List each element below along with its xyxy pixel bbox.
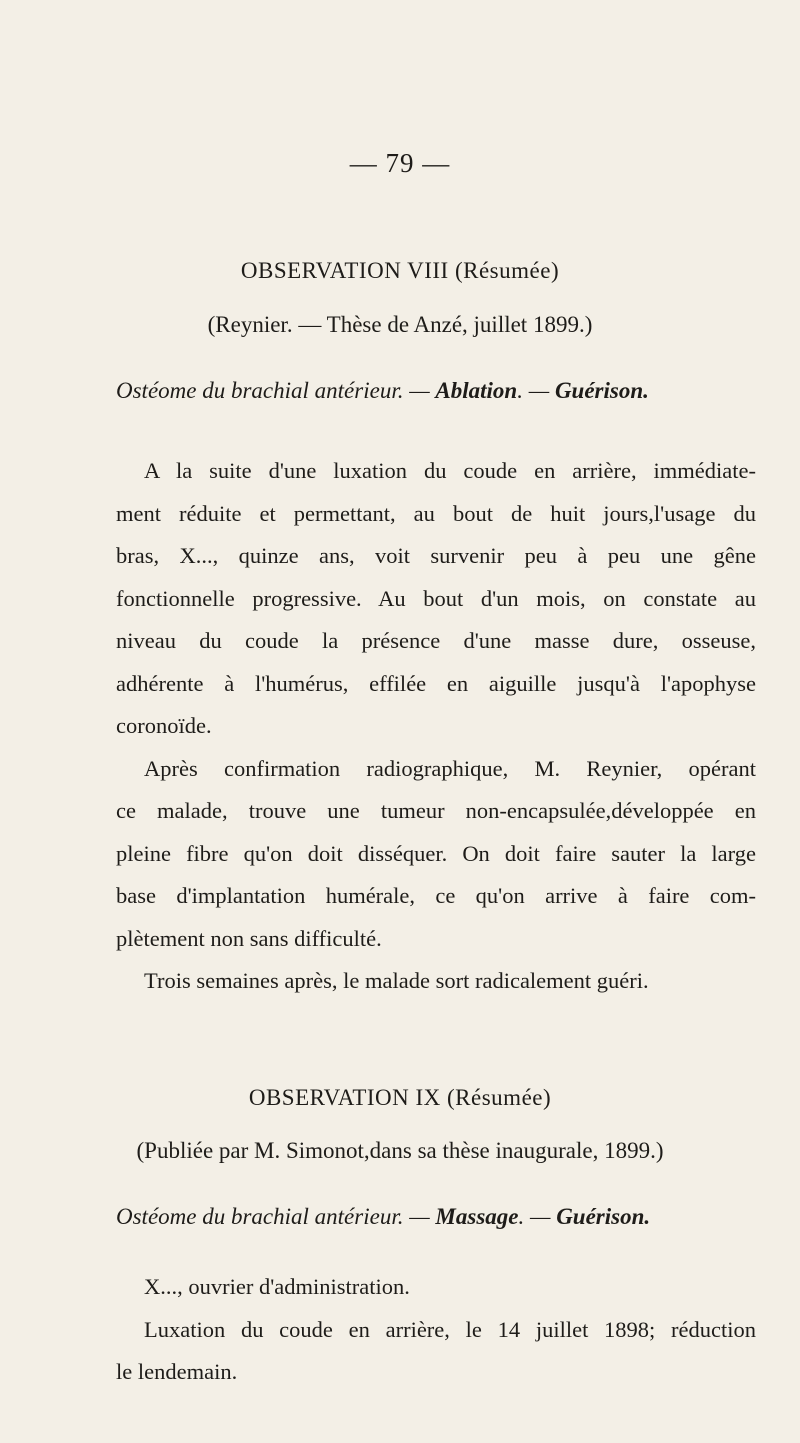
observation-9-heading: OBSERVATION IX (Résumée) [248, 1085, 552, 1110]
text-line: fonctionnelle progressive. Au bout d'un mois, on constate au [116, 585, 756, 611]
text-line: X..., ouvrier d'administration. [144, 1274, 410, 1299]
observation-8-body [116, 450, 756, 1003]
text-line: pleine fibre qu'on doit disséquer. On doit faire sauter la large [116, 840, 756, 866]
title-part: Ostéome du brachial antérieur. [116, 378, 404, 403]
title-part: Ostéome du brachial antérieur. [116, 1204, 404, 1229]
text-line: plètement non sans difficulté. [116, 925, 382, 951]
text-line: le lendemain. [116, 1359, 238, 1384]
title-part: . — [517, 378, 555, 403]
text-line: A la suite d'une luxation du coude en arrière, immédiate- [144, 458, 756, 483]
observation-9-body [116, 1266, 756, 1394]
text-line: Après confirmation radiographique, M. Reynier, opérant [144, 755, 756, 781]
text-line: coronoïde. [116, 713, 212, 738]
text-line: ce malade, trouve une tumeur non-encapsulée,développée en [116, 798, 756, 823]
observation-9-title [116, 1204, 756, 1230]
title-part: — [403, 378, 436, 403]
text-line: bras, X..., quinze ans, voit survenir peu à peu une gêne [116, 543, 756, 568]
observation-8-source: (Reynier. — Thèse de Anzé, juillet 1899.) [207, 312, 593, 337]
title-part: Guérison. [554, 378, 649, 403]
observation-8-heading: OBSERVATION VIII (Résumée) [240, 258, 560, 283]
text-line: Luxation du coude en arrière, le 14 juillet 1898; réduction [144, 1316, 756, 1342]
text-line: adhérente à l'humérus, effilée en aiguille jusqu'à l'apophyse [116, 670, 756, 696]
text-line: Trois semaines après, le malade sort radicalement guéri. [144, 968, 649, 993]
title-part: Ablation [435, 378, 518, 403]
page-number: — 79 — [349, 148, 451, 178]
text-line: ment réduite et permettant, au bout de huit jours,l'usage du [116, 500, 756, 526]
observation-8-title [116, 378, 756, 404]
title-part: . — [518, 1204, 557, 1229]
title-part: Guérison. [556, 1204, 651, 1229]
observation-9-source: (Publiée par M. Simonot,dans sa thèse inaugurale, 1899.) [136, 1138, 664, 1163]
text-line: niveau du coude la présence d'une masse dure, osseuse, [116, 628, 756, 653]
text-line: base d'implantation humérale, ce qu'on arrive à faire com- [116, 883, 756, 908]
title-part: Massage [435, 1204, 519, 1229]
title-part: — [403, 1204, 436, 1229]
